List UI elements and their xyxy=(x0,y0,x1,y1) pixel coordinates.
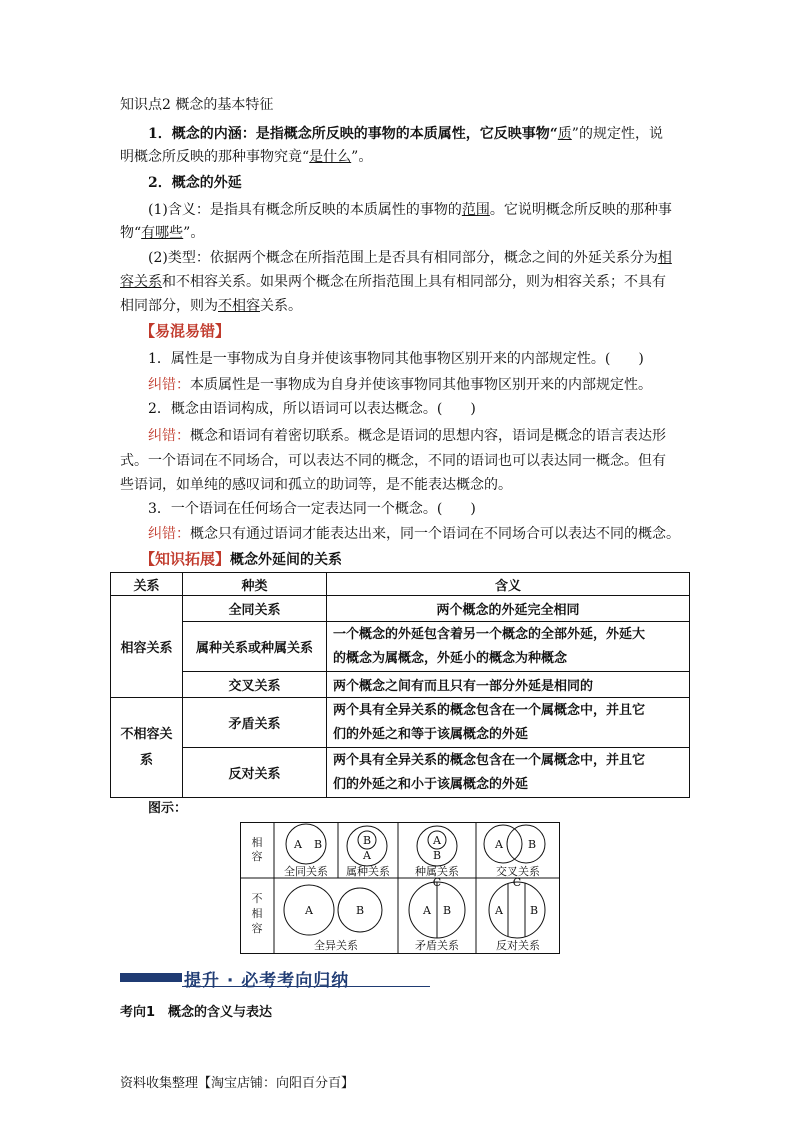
confusion-answer-2-line3: 些语词，如单纯的感叹词和孤立的助词等，是不能表达概念的。 xyxy=(120,477,512,493)
confusion-answer-1: 纠错：本质属性是一事物成为自身并使该事物同其他事物区别开来的内部规定性。 xyxy=(148,377,652,393)
venn-label-a: A xyxy=(433,834,441,847)
venn-label-a: A xyxy=(363,849,371,862)
venn-label-b: B xyxy=(432,849,442,862)
paragraph-meaning-line1: (1)含义：是指具有概念所反映的本质属性的事物的范围。它说明概念所反映的那种事 xyxy=(148,202,672,218)
paragraph-types-line2: 容关系和不相容关系。如果两个概念在所指范围上具有相同部分，则为相容关系；不具有 xyxy=(120,274,666,290)
paragraph-meaning-line2: 物“有哪些”。 xyxy=(120,225,205,241)
diagram-caption-species-genus: 种属关系 xyxy=(415,865,459,878)
paragraph-connotation-line1: 1．概念的内涵：是指概念所反映的事物的本质属性，它反映事物“质”的规定性，说 xyxy=(148,126,663,142)
confusion-question-2: 2．概念由语词构成，所以语词可以表达概念。( ) xyxy=(148,401,476,417)
table-cell-meaning: 两个概念的外延完全相同 xyxy=(327,596,690,622)
diagram-row2-label-1: 不 xyxy=(251,892,263,905)
table-cell-meaning: 两个具有全异关系的概念包含在一个属概念中，并且它 们的外延之和小于该属概念的外延 xyxy=(327,748,690,798)
diagram-caption-disjoint: 全异关系 xyxy=(314,939,358,952)
section-banner xyxy=(120,964,430,990)
paragraph-connotation-line2: 明概念所反映的那种事物究竟“是什么”。 xyxy=(120,149,373,165)
table-header-relation: 关系 xyxy=(111,573,183,596)
venn-label-a: A xyxy=(495,838,503,851)
venn-label-a: A xyxy=(495,904,503,917)
banner-bar xyxy=(120,973,182,982)
diagram-caption-cross: 交叉关系 xyxy=(496,865,540,878)
confusion-question-1: 1．属性是一事物成为自身并使该事物同其他事物区别开来的内部规定性。( ) xyxy=(148,351,644,367)
table-cell-meaning: 两个具有全异关系的概念包含在一个属概念中，并且它 们的外延之和等于该属概念的外延 xyxy=(327,698,690,748)
table-row xyxy=(111,622,690,672)
confusion-question-3: 3．一个语词在任何场合一定表达同一个概念。( ) xyxy=(148,501,476,517)
table-cell-kind: 交叉关系 xyxy=(183,672,327,698)
table-group-incompatible: 不相容关 系 xyxy=(111,698,183,798)
page-footer: 资料收集整理【淘宝店铺：向阳百分百】 xyxy=(120,1076,355,1091)
diagram-row2-label-2: 相 xyxy=(251,907,263,920)
confusion-answer-3: 纠错：概念只有通过语词才能表达出来，同一个语词在不同场合可以表达不同的概念。 xyxy=(148,526,680,542)
table-cell-kind: 属种关系或种属关系 xyxy=(183,622,327,672)
venn-label-b: B xyxy=(355,904,365,917)
venn-label-b: B xyxy=(529,904,539,917)
diagram-caption-contrary: 反对关系 xyxy=(496,939,540,952)
table-header-row xyxy=(111,573,690,596)
table-cell-kind: 全同关系 xyxy=(183,596,327,622)
relations-diagram xyxy=(240,822,560,954)
venn-label-a: A xyxy=(305,904,313,917)
table-row xyxy=(111,596,690,622)
paragraph-types-line3: 相同部分，则为不相容关系。 xyxy=(120,298,302,314)
table-row xyxy=(111,748,690,798)
diagram-caption-identical: 全同关系 xyxy=(284,865,328,878)
diagram-row1-label-1: 相 xyxy=(251,836,263,849)
venn-label-b: B xyxy=(313,838,323,851)
diagram-label: 图示： xyxy=(148,801,188,816)
section-title: 知识点2 概念的基本特征 xyxy=(120,97,274,113)
venn-cross-circle-b xyxy=(507,825,545,863)
venn-label-b: B xyxy=(442,904,452,917)
table-row xyxy=(111,698,690,748)
confusion-answer-2-line1: 纠错：概念和语词有着密切联系。概念是语词的思想内容，语词是概念的语言表达形 xyxy=(148,428,666,444)
venn-label-a: A xyxy=(294,838,302,851)
paragraph-extension-title: 2．概念的外延 xyxy=(148,175,242,191)
venn-label-c: C xyxy=(512,876,522,889)
table-header-kind: 种类 xyxy=(183,573,327,596)
venn-label-a: A xyxy=(423,904,431,917)
venn-cross-circle-a xyxy=(484,825,522,863)
diagram-row2-label-3: 容 xyxy=(251,922,263,935)
confusion-answer-2-line2: 式。一个语词在不同场合，可以表达不同的概念，不同的语词也可以表达同一概念。但有 xyxy=(120,453,666,469)
diagram-caption-contradictory: 矛盾关系 xyxy=(415,939,459,952)
table-header-meaning: 含义 xyxy=(327,573,690,596)
banner-title: 提升 · 必考考向归纳 xyxy=(184,971,350,991)
table-cell-meaning: 一个概念的外延包含着另一个概念的全部外延，外延大 的概念为属概念，外延小的概念为种概念 xyxy=(327,622,690,672)
diagram-frame xyxy=(241,823,560,954)
table-row xyxy=(111,672,690,698)
venn-label-b: B xyxy=(362,834,372,847)
table-cell-kind: 矛盾关系 xyxy=(183,698,327,748)
diagram-row1-label-2: 容 xyxy=(251,850,263,863)
confusion-heading: 【易混易错】 xyxy=(140,322,231,340)
table-cell-meaning: 两个概念之间有而且只有一部分外延是相同的 xyxy=(327,672,690,698)
direction-1-title: 考向1 概念的含义与表达 xyxy=(120,1005,273,1020)
expansion-heading: 【知识拓展】概念外延间的关系 xyxy=(140,550,343,568)
paragraph-types-line1: (2)类型：依据两个概念在所指范围上是否具有相同部分，概念之间的外延关系分为相 xyxy=(148,250,672,266)
venn-label-b: B xyxy=(527,838,537,851)
relations-table xyxy=(110,572,690,798)
table-group-compatible: 相容关系 xyxy=(111,596,183,698)
diagram-caption-genus-species: 属种关系 xyxy=(346,865,390,878)
venn-label-c: C xyxy=(432,876,442,889)
table-cell-kind: 反对关系 xyxy=(183,748,327,798)
